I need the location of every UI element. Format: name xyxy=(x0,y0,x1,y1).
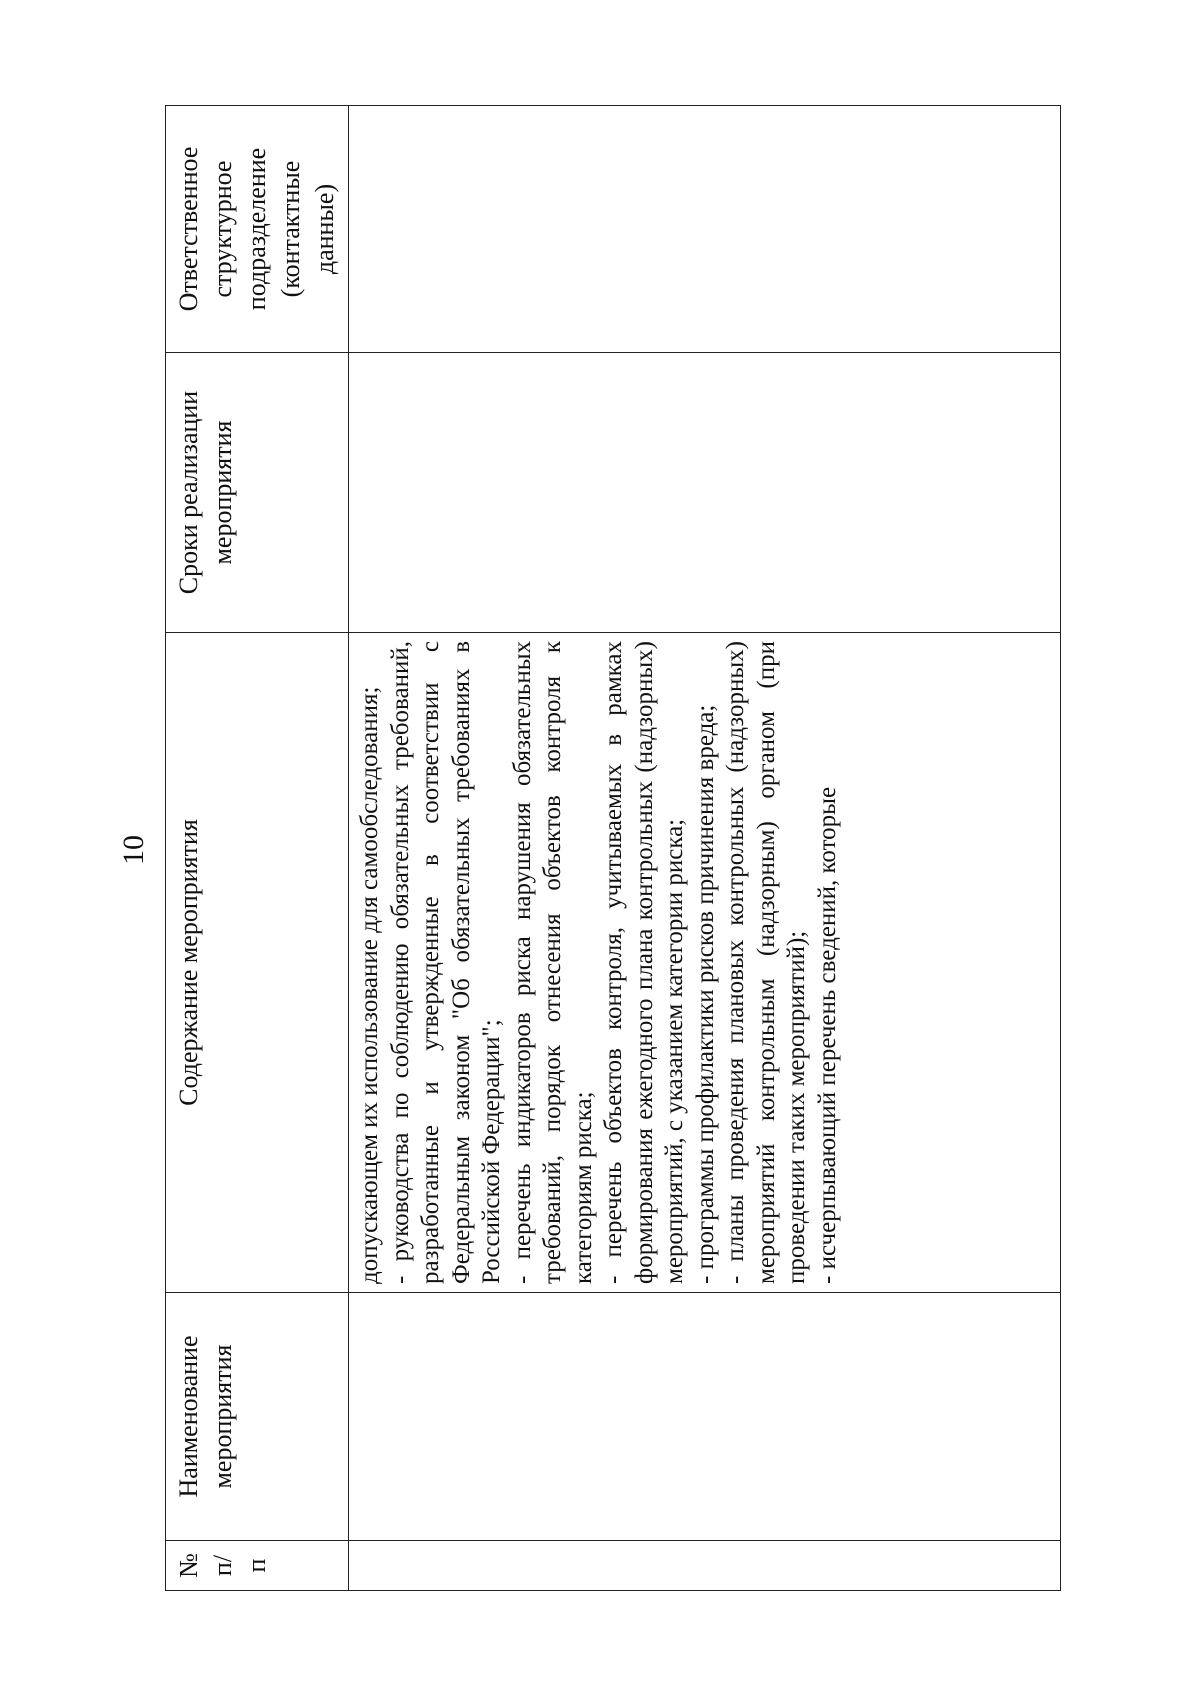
header-responsible: Ответственное структурное подразделение (контактные данные) xyxy=(166,106,349,353)
page-number: 10 xyxy=(117,835,150,865)
content-list xyxy=(355,641,843,1284)
header-num: № п/п xyxy=(166,1541,349,1591)
content-line: - исчерпывающий перечень сведений, которые xyxy=(813,786,841,1284)
cell-responsible xyxy=(349,106,1061,353)
rotated-table-container xyxy=(165,106,1061,1591)
table-header-row xyxy=(166,106,349,1591)
cell-name xyxy=(349,1293,1061,1541)
header-content: Содержание мероприятия xyxy=(166,633,349,1293)
cell-content xyxy=(349,633,1061,1293)
content-line: - программы профилактики рисков причинения вреда; xyxy=(691,704,719,1284)
content-line: - руководства по соблюдению обязательных требований, разработанные и утвержденные в соответствии с Федеральным законом "Об обязательных требованиях в Российской Федерации"; xyxy=(386,641,505,1284)
table-row xyxy=(349,106,1061,1591)
cell-num xyxy=(349,1541,1061,1591)
content-line: - перечень объектов контроля, учитываемых в рамках формирования ежегодного плана контрольных (надзорных) мероприятий, с указанием категории риска; xyxy=(600,641,688,1284)
header-deadline: Сроки реализации мероприятия xyxy=(166,353,349,633)
content-line: - перечень индикаторов риска нарушения обязательных требований, порядок отнесения объектов контроля к категориям риска; xyxy=(508,641,597,1284)
content-line: - планы проведения плановых контрольных (надзорных) мероприятий контрольным (надзорным) органом (при проведении таких мероприятий); xyxy=(722,641,810,1284)
content-line: допускающем их использование для самообследования; xyxy=(356,686,383,1284)
measures-table xyxy=(165,105,1061,1591)
header-name: Наименование мероприятия xyxy=(166,1293,349,1541)
cell-deadline xyxy=(349,353,1061,633)
